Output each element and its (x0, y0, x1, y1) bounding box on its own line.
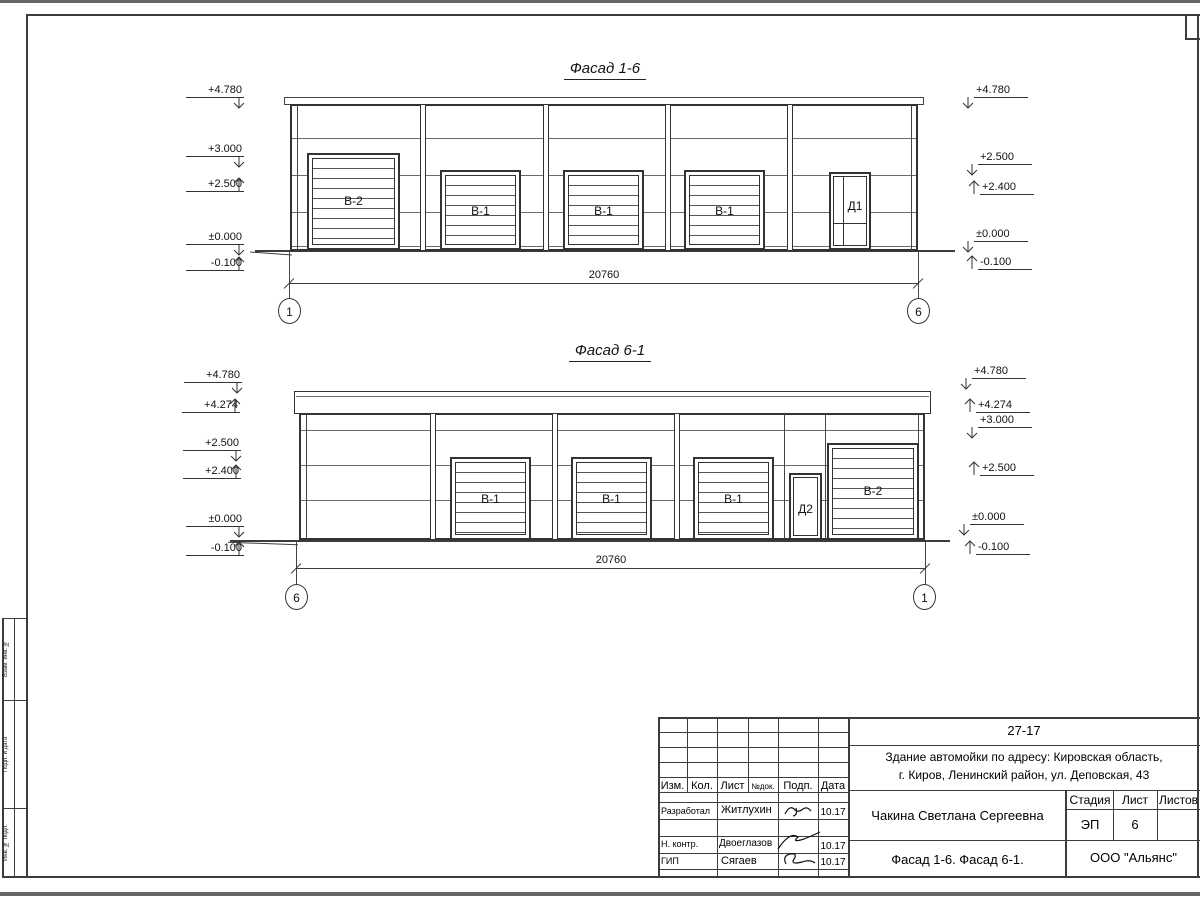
gate-v1 (684, 170, 765, 250)
gate-label: В-1 (724, 492, 743, 507)
gate-label: В-2 (863, 484, 883, 499)
gate-label: В-1 (481, 492, 500, 507)
side-stamp-line (2, 808, 27, 809)
elevation-value: +3.000 (208, 143, 242, 155)
wall-mullion (552, 414, 558, 539)
level-arrow-down-icon (962, 241, 974, 253)
elevation-value: +3.000 (980, 414, 1014, 426)
titleblock-line (848, 745, 1200, 746)
wall-stud-line (784, 414, 785, 539)
signature-icon (782, 802, 816, 819)
titleblock-line (778, 717, 779, 877)
gate-v1 (440, 170, 521, 250)
elevation-mark (974, 228, 1028, 242)
elevation-mark (972, 365, 1026, 379)
level-arrow-down-icon (231, 382, 243, 394)
door-rail-line (834, 223, 866, 224)
door-d1 (829, 172, 871, 250)
wall-mullion (430, 414, 436, 539)
level-arrow-up-icon (233, 177, 245, 191)
side-stamp-line (2, 700, 27, 701)
elevation-mark (186, 178, 244, 192)
elevation-value: +4.274 (204, 399, 238, 411)
elevation-mark (980, 181, 1034, 195)
elevation-mark (186, 257, 244, 271)
col-header-data: Дата (820, 780, 846, 792)
col-header-ndok: №док. (751, 782, 775, 791)
wall-corner-line (306, 414, 307, 539)
company-name: ООО "Альянс" (1090, 850, 1177, 865)
door-label: Д1 (847, 199, 863, 213)
wall-joint-line (292, 138, 916, 139)
wall-corner-line (911, 105, 912, 250)
titleblock-line (848, 840, 1200, 841)
stage-value: ЭП (1080, 817, 1100, 832)
elevation-value: ±0.000 (208, 231, 242, 243)
titleblock-line (1065, 809, 1200, 810)
level-arrow-up-icon (964, 540, 976, 554)
signature-icon (780, 850, 818, 868)
facade-6-1-parapet-band (294, 391, 931, 414)
elevation-mark (976, 541, 1030, 555)
date-value: 10.17 (820, 841, 846, 852)
sheet-number-value: 6 (1131, 817, 1139, 832)
date-value: 10.17 (820, 807, 846, 818)
door-leaf (833, 176, 867, 246)
elevation-value: +2.400 (205, 465, 239, 477)
dimension-value: 20760 (588, 269, 620, 281)
gate-label: В-2 (344, 194, 363, 209)
elevation-value: +4.780 (976, 84, 1010, 96)
gate-label: В-1 (602, 492, 621, 507)
wall-mullion (665, 105, 671, 250)
elevation-value: +4.780 (974, 365, 1008, 377)
gate-label: В-1 (594, 203, 613, 218)
side-stamp-label: Подп. и дата (3, 736, 9, 772)
axis-bubble: 6 (285, 584, 308, 610)
titleblock-line (658, 869, 848, 870)
role-label: Н. контр. (661, 839, 699, 849)
elevation-mark (184, 369, 242, 383)
level-arrow-up-icon (968, 180, 980, 194)
author-name: Чакина Светлана Сергеевна (871, 808, 1044, 823)
level-arrow-down-icon (233, 244, 245, 256)
gate-v1 (563, 170, 644, 250)
person-name: Житлухин (721, 804, 772, 816)
elevation-mark (978, 414, 1032, 428)
door-label: Д2 (798, 502, 813, 516)
titleblock-line (658, 819, 848, 820)
level-arrow-up-icon (229, 398, 241, 412)
dimension-line (289, 283, 919, 284)
titleblock-line (717, 717, 718, 877)
level-arrow-up-icon (230, 464, 242, 478)
elevation-mark (183, 465, 241, 479)
elevation-value: +2.400 (982, 181, 1016, 193)
wall-mullion (420, 105, 426, 250)
level-arrow-down-icon (960, 378, 972, 390)
level-arrow-up-icon (968, 461, 980, 475)
elevation-value: ±0.000 (972, 511, 1006, 523)
col-header-kol: Кол. (691, 780, 713, 792)
elevation-mark (978, 256, 1032, 270)
elevation-mark (978, 151, 1032, 165)
elevation-value: -0.100 (978, 541, 1010, 553)
wall-stud-line (825, 414, 826, 539)
facade-6-1-title (510, 342, 710, 362)
sheet-header: Лист (1121, 793, 1149, 807)
frame-left-border (26, 14, 28, 878)
elevation-value: ±0.000 (208, 513, 242, 525)
level-arrow-down-icon (966, 164, 978, 176)
person-name: Двоеглазов (719, 838, 773, 849)
elevation-value: +4.780 (206, 369, 240, 381)
col-header-podp: Подп. (783, 780, 813, 792)
wall-corner-line (297, 105, 298, 250)
gate-v2 (307, 153, 400, 250)
elevation-value: +2.500 (208, 178, 242, 190)
frame-right-border (1197, 14, 1199, 878)
role-label: Разработал (661, 806, 710, 816)
project-address-line2: г. Киров, Ленинский район, ул. Деповская, 43 (898, 768, 1150, 782)
side-stamp-label: Инв. № подл. (3, 824, 9, 861)
sheets-header: Листов (1159, 793, 1198, 807)
col-header-izm: Изм. (660, 780, 685, 792)
facade-1-6-title-text: Фасад 1-6 (564, 60, 646, 80)
gate-label: В-1 (471, 203, 490, 218)
stage-header: Стадия (1069, 793, 1111, 807)
role-label: ГИП (661, 856, 679, 866)
scan-edge-bottom (0, 892, 1200, 896)
gate-v1 (450, 457, 531, 540)
level-arrow-down-icon (233, 97, 245, 109)
elevation-value: +4.274 (978, 399, 1012, 411)
person-name: Сягаев (721, 855, 757, 867)
gate-v1 (693, 457, 774, 540)
top-right-stamp-box (1185, 16, 1200, 40)
level-arrow-up-icon (964, 398, 976, 412)
elevation-value: -0.100 (980, 256, 1012, 268)
titleblock-line (658, 802, 848, 803)
wall-mullion (787, 105, 793, 250)
level-arrow-up-icon (233, 541, 245, 555)
level-arrow-down-icon (958, 524, 970, 536)
titleblock-line (848, 790, 1200, 791)
titleblock-line (748, 717, 749, 792)
frame-bottom-border (2, 876, 1200, 878)
level-arrow-up-icon (966, 255, 978, 269)
elevation-value: +4.780 (208, 84, 242, 96)
wall-joint-line (301, 430, 923, 431)
axis-bubble: 1 (278, 298, 301, 324)
date-value: 10.17 (820, 857, 846, 868)
side-stamp-line (14, 618, 15, 877)
titleblock-line (658, 792, 848, 793)
elevation-mark (980, 462, 1034, 476)
elevation-mark (976, 399, 1030, 413)
facade-1-6-title (505, 60, 705, 80)
level-arrow-down-icon (966, 427, 978, 439)
titleblock-border (658, 717, 1200, 719)
elevation-value: +2.500 (982, 462, 1016, 474)
titleblock-line (658, 853, 848, 854)
dimension-value: 20760 (595, 554, 627, 566)
document-number: 27-17 (1007, 723, 1041, 738)
elevation-mark (186, 513, 244, 527)
facade-6-1-title-text: Фасад 6-1 (569, 342, 651, 362)
elevation-mark (182, 399, 240, 413)
elevation-mark (186, 542, 244, 556)
col-header-list: Лист (720, 780, 745, 792)
side-stamp-label: Взам. инв. № (3, 640, 9, 678)
level-arrow-up-icon (233, 256, 245, 270)
frame-top-border (26, 14, 1200, 16)
project-address-line1: Здание автомойки по адресу: Кировская область, (885, 750, 1163, 764)
elevation-mark (186, 143, 244, 157)
elevation-mark (186, 84, 244, 98)
elevation-value: +2.500 (980, 151, 1014, 163)
parapet-inner-line (296, 396, 929, 397)
elevation-value: +2.500 (205, 437, 239, 449)
titleblock-line (818, 717, 819, 877)
elevation-value: ±0.000 (976, 228, 1010, 240)
axis-bubble: 1 (913, 584, 936, 610)
wall-mullion (674, 414, 680, 539)
ground-line (230, 540, 950, 542)
titleblock-border (658, 717, 660, 877)
scan-edge-top (0, 0, 1200, 3)
elevation-value: -0.100 (210, 542, 242, 554)
elevation-mark (183, 437, 241, 451)
level-arrow-down-icon (233, 526, 245, 538)
axis-bubble: 6 (907, 298, 930, 324)
door-leaf (793, 477, 818, 536)
level-arrow-down-icon (233, 156, 245, 168)
level-arrow-down-icon (230, 450, 242, 462)
elevation-value: -0.100 (210, 257, 242, 269)
gate-label: В-1 (715, 203, 734, 218)
gate-v2 (827, 443, 919, 540)
elevation-mark (970, 511, 1024, 525)
level-arrow-down-icon (962, 97, 974, 109)
elevation-mark (186, 231, 244, 245)
dimension-line (296, 568, 926, 569)
elevation-mark (974, 84, 1028, 98)
gate-v1 (571, 457, 652, 540)
door-d2 (789, 473, 822, 540)
drawing-title: Фасад 1-6. Фасад 6-1. (891, 852, 1024, 867)
side-stamp-line (2, 618, 27, 619)
ground-slope-line (250, 252, 292, 256)
wall-mullion (543, 105, 549, 250)
